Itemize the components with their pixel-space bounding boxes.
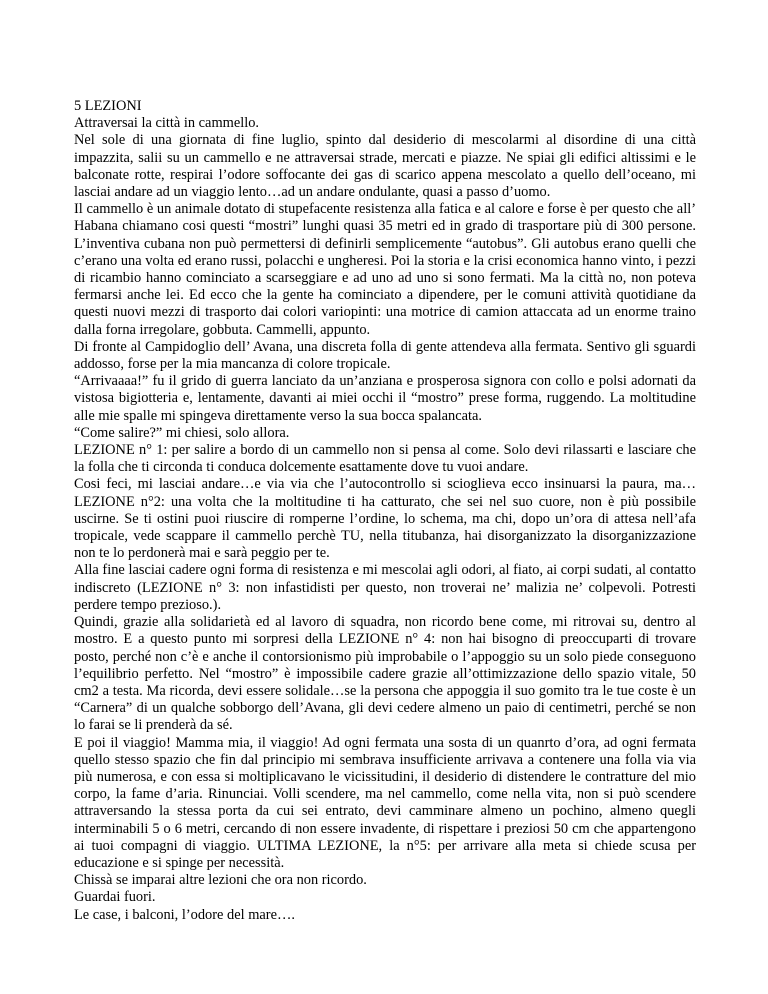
paragraph: Il cammello è un animale dotato di stupefacente resistenza alla fatica e al calore e forse è per questo che all’ Habana chiamano cosi questi “mostri” lunghi quasi 35 metri ed in grado di trasportare più di 300 persone. L’inventiva cubana non può permettersi di definirli semplicemente “autobus”. Gli autobus erano quelli che c’erano una volta ed erano russi, polacchi e ungheresi. Poi la storia e la crisi economica hanno vinto, i pezzi di ricambio hanno cominciato a scarseggiare e ad uno ad uno si sono fermati. Ma la città no, non poteva fermarsi anche lei. Ed ecco che la gente ha cominciato a dipendere, per le comuni attività quotidiane da questi nuovi mezzi di trasporto dai colori variopinti: una motrice di camion attaccata ad un enorme traino dalla forna irregolare, gobbuta. Cammelli, appunto. (74, 201, 696, 338)
paragraph: “Arrivaaaa!” fu il grido di guerra lanciato da un’anziana e prosperosa signora con collo e polsi adornati da vistosa bigiotteria e, lentamente, davanti ai miei occhi il “mostro” prese forma, ruggendo. La moltitudine alle mie spalle mi spingeva direttamente verso la sua bocca spalancata. (74, 373, 696, 424)
paragraph-lesson-2: Cosi feci, mi lasciai andare…e via via che l’autocontrollo si scioglieva ecco insinuarsi la paura, ma…LEZIONE n°2: una volta che la moltitudine ti ha catturato, che sei nel suo cuore, non è più possibile uscirne. Se ti ostini puoi riuscire di romperne l’ordine, lo schema, ma chi, dopo un’ora di attesa nell’afa tropicale, vede scappare il cammello perchè TU, nella titubanza, hai disorganizzato la disorganizzazione non te lo perdonerà mai e sarà peggio per te. (74, 476, 696, 562)
paragraph-closing: Le case, i balconi, l’odore del mare…. (74, 906, 295, 923)
document-body (74, 98, 696, 924)
paragraph: Guardai fuori. (74, 889, 156, 906)
document-title: 5 LEZIONI (74, 98, 142, 114)
paragraph-lesson-3: Alla fine lasciai cadere ogni forma di resistenza e mi mescolai agli odori, al fiato, ai corpi sudati, al contatto indiscreto (LEZIONE n° 3: non infastidisti per questo, non troverai ne’ malizia ne’ colpevoli. Potresti perdere tempo prezioso.). (74, 562, 696, 613)
paragraph-lesson-4: Quindi, grazie alla solidarietà ed al lavoro di squadra, non ricordo bene come, mi ritrovai su, dentro al mostro. E a questo punto mi sorpresi della LEZIONE n° 4: non hai bisogno di preoccuparti di trovare posto, perché non c’è e anche il contorsionismo più improbabile o l’appoggio su un solo piede conseguono l’equilibrio perfetto. Nel “mostro” è impossibile cadere grazie all’ottimizzazione dello spazio vitale, 50 cm2 a testa. Ma ricorda, devi essere solidale…se la persona che appoggia il suo gomito tra le tue coste è un “Carnera” di un qualche sobborgo dell’Avana, gli devi cedere almeno un paio di centimetri, perché se non lo farai se li prenderà da sé. (74, 614, 696, 734)
paragraph: Nel sole di una giornata di fine luglio, spinto dal desiderio di mescolarmi al disordine di una città impazzita, salii su un cammello e ne attraversai strade, mercati e piazze. Ne spiai gli edifici altissimi e le balconate rotte, respirai l’odore soffocante dei gas di scarico appena mescolato a quello dell’oceano, mi lasciai andare ad un viaggio lento…ad un andare ondulante, quasi a passo d’uomo. (74, 132, 696, 201)
paragraph: “Come salire?” mi chiesi, solo allora. (74, 424, 290, 441)
paragraph-lesson-5: E poi il viaggio! Mamma mia, il viaggio! Ad ogni fermata una sosta di un quanrto d’ora, ad ogni fermata quello stesso spazio che fin dal principio mi sembrava insufficiente arrivava a contenere una folla via via più numerosa, e con essa si moltiplicavano le vicissitudini, il desiderio di distendere le contratture del mio corpo, la fame d’aria. Rinunciai. Volli scendere, ma nel cammello, come nella vita, non si può scendere attraversando la stessa porta da cui sei entrato, devi camminare almeno un pochino, almeno quegli interminabili 5 o 6 metri, cercando di non essere invadente, di rispettare i preziosi 50 cm che appartengono ai tuoi compagni di viaggio. ULTIMA LEZIONE, la n°5: per arrivare alla meta si chiede scusa per educazione e si spinge per necessità. (74, 734, 696, 871)
paragraph: Di fronte al Campidoglio dell’ Avana, una discreta folla di gente attendeva alla fermata. Sentivo gli sguardi addosso, forse per la mia mancanza di colore tropicale. (74, 338, 696, 373)
paragraph: Chissà se imparai altre lezioni che ora non ricordo. (74, 872, 367, 889)
paragraph-intro: Attraversai la città in cammello. (74, 115, 260, 132)
paragraph-lesson-1: LEZIONE n° 1: per salire a bordo di un cammello non si pensa al come. Solo devi rilassarti e lasciare che la folla che ti circonda ti conduca dolcemente esattamente dove tu vuoi andare. (74, 442, 696, 476)
